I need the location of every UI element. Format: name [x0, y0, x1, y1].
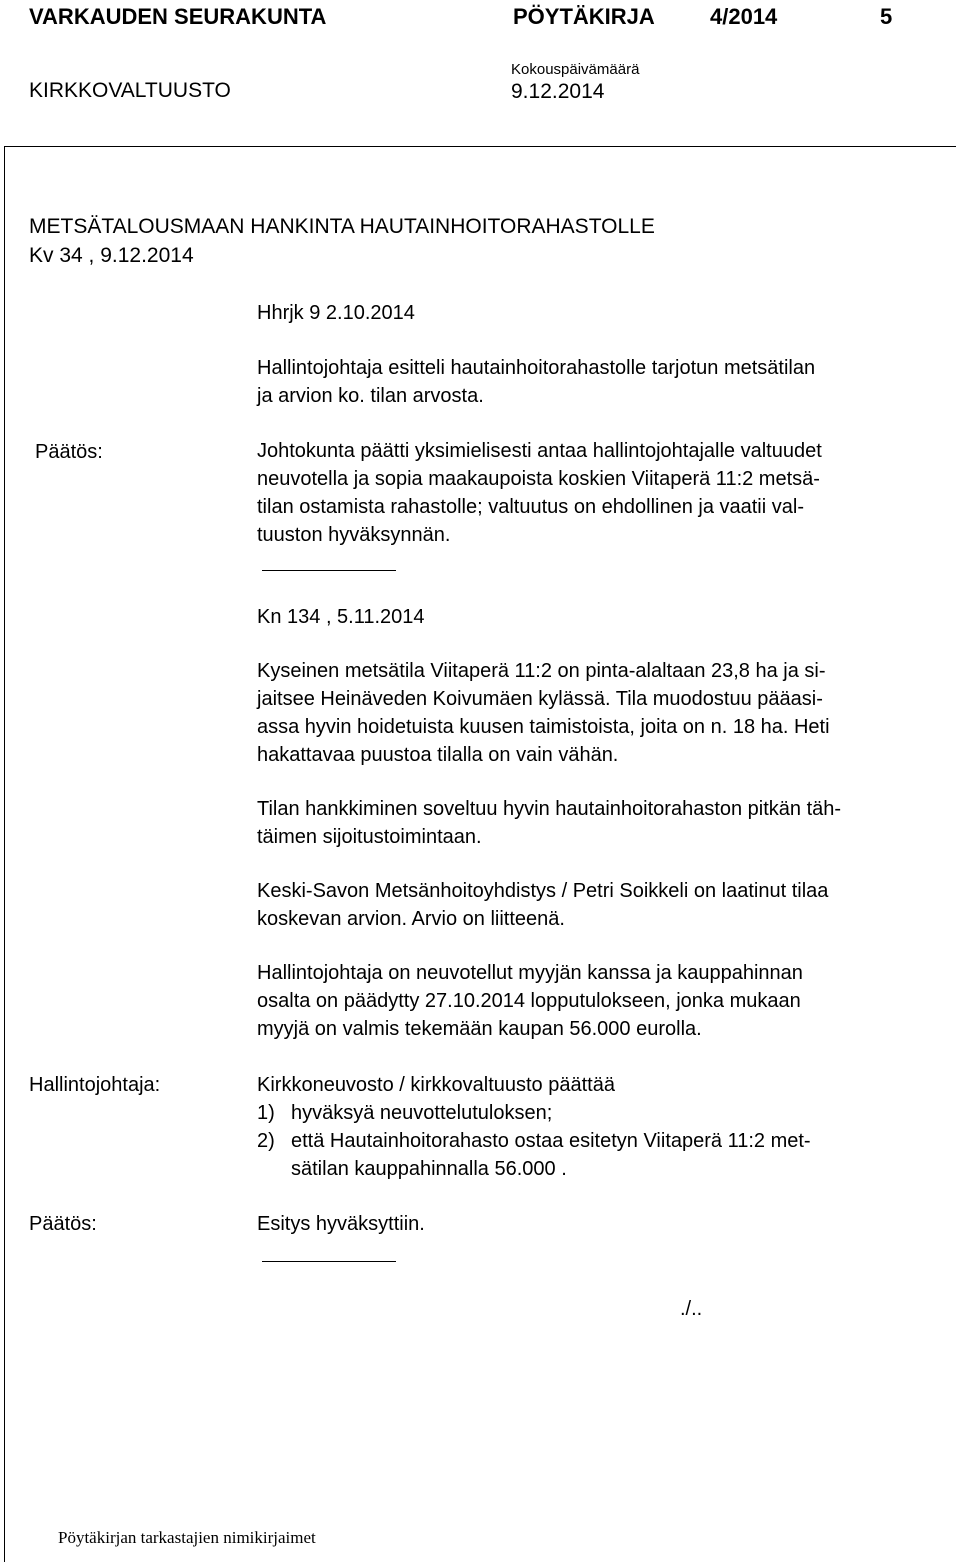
kn-reference: Kn 134 , 5.11.2014 — [257, 606, 425, 628]
text-line: Tilan hankkiminen soveltuu hyvin hautainhoitorahaston pitkän täh- — [257, 798, 842, 820]
text-line: hakattavaa puustoa tilalla on vain vähän. — [257, 744, 619, 766]
text-line: täimen sijoitustoimintaan. — [257, 826, 482, 848]
text-line: koskevan arvion. Arvio on liitteenä. — [257, 908, 565, 930]
document-type: PÖYTÄKIRJA — [513, 4, 655, 29]
text-line: Kyseinen metsätila Viitaperä 11:2 on pinta-alaltaan 23,8 ha ja si- — [257, 660, 826, 682]
text-line: ja arvion ko. tilan arvosta. — [257, 385, 484, 407]
list-item-number: 2) — [257, 1130, 275, 1152]
meeting-date: 9.12.2014 — [511, 80, 605, 103]
text-line: assa hyvin hoidetuista kuusen taimistoista, joita on n. 18 ha. Heti — [257, 716, 830, 738]
meeting-date-label: Kokouspäivämäärä — [511, 61, 640, 78]
section-divider — [262, 1261, 396, 1262]
signature-note: Pöytäkirjan tarkastajien nimikirjaimet — [58, 1528, 316, 1547]
text-line: Hallintojohtaja on neuvotellut myyjän kanssa ja kauppahinnan — [257, 962, 803, 984]
governing-body: KIRKKOVALTUUSTO — [29, 79, 231, 102]
list-item-number: 1) — [257, 1102, 275, 1124]
hhrjk-reference: Hhrjk 9 2.10.2014 — [257, 302, 415, 324]
list-item-text: hyväksyä neuvottelutuloksen; — [291, 1102, 553, 1124]
decision-label: Päätös: — [35, 441, 103, 463]
section-divider — [262, 570, 396, 571]
proposal-label: Hallintojohtaja: — [29, 1074, 161, 1096]
proposal-intro: Kirkkoneuvosto / kirkkovaltuusto päättää — [257, 1074, 615, 1096]
list-item-text: sätilan kauppahinnalla 56.000 . — [291, 1158, 567, 1180]
document-number: 4/2014 — [710, 4, 778, 29]
list-item-text: että Hautainhoitorahasto ostaa esitetyn Viitaperä 11:2 met- — [291, 1130, 811, 1152]
decision-text: Esitys hyväksyttiin. — [257, 1213, 425, 1235]
text-line: Hallintojohtaja esitteli hautainhoitorahastolle tarjotun metsätilan — [257, 357, 816, 379]
continuation-mark: ./.. — [680, 1298, 703, 1320]
decision-label: Päätös: — [29, 1213, 97, 1235]
page-number: 5 — [880, 4, 893, 29]
text-line: osalta on päädytty 27.10.2014 lopputulokseen, jonka mukaan — [257, 990, 801, 1012]
text-line: tuuston hyväksynnän. — [257, 524, 451, 546]
item-reference: Kv 34 , 9.12.2014 — [29, 244, 194, 267]
text-line: jaitsee Heinäveden Koivumäen kylässä. Tila muodostuu pääasi- — [257, 688, 823, 710]
text-line: myyjä on valmis tekemään kaupan 56.000 eurolla. — [257, 1018, 702, 1040]
text-line: Johtokunta päätti yksimielisesti antaa hallintojohtajalle valtuudet — [257, 440, 822, 462]
organization-name: VARKAUDEN SEURAKUNTA — [29, 4, 327, 29]
item-title: METSÄTALOUSMAAN HANKINTA HAUTAINHOITORAHASTOLLE — [29, 215, 655, 238]
text-line: tilan ostamista rahastolle; valtuutus on ehdollinen ja vaatii val- — [257, 496, 804, 518]
text-line: neuvotella ja sopia maakaupoista koskien Viitaperä 11:2 metsä- — [257, 468, 820, 490]
text-line: Keski-Savon Metsänhoitoyhdistys / Petri Soikkeli on laatinut tilaa — [257, 880, 829, 902]
